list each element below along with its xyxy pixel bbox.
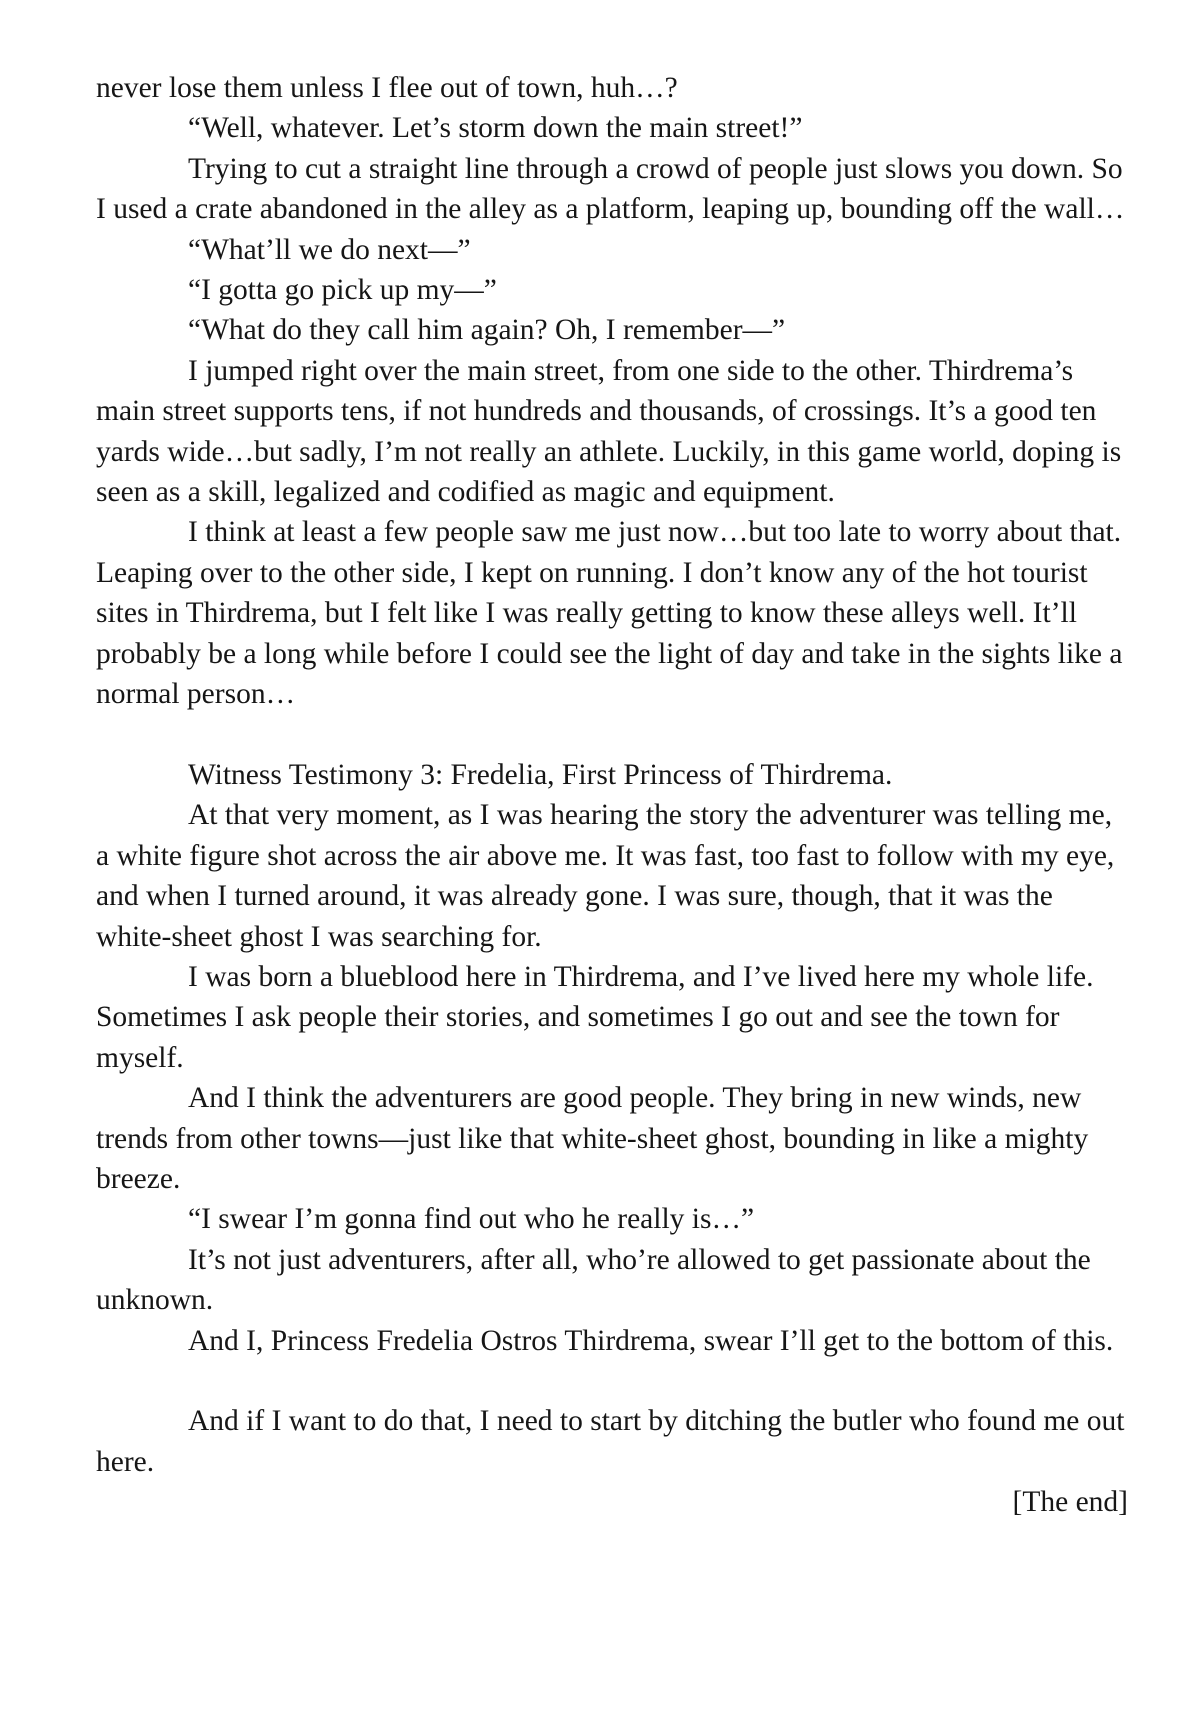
section-heading: Witness Testimony 3: Fredelia, First Princess of Thirdrema. [188,758,893,791]
the-end-label: [The end] [1012,1486,1128,1519]
paragraph-dialogue: “What’ll we do next—” [188,233,471,266]
paragraph: I think at least a few people saw me just now…but too late to worry about that. Leaping over to the other side, I kept on running. I don’t know any of the hot tourist sites in Thirdrema, but I felt like I was really getting to know these alleys well. It’ll probably be a long while before I could see the light of day and take in the sights like a normal person… [96,516,1123,711]
paragraph: It’s not just adventurers, after all, who’re allowed to get passionate about the unknown. [96,1243,1091,1317]
paragraph: And I, Princess Fredelia Ostros Thirdrema, swear I’ll get to the bottom of this. [188,1324,1114,1357]
book-page [96,68,1128,1523]
paragraph: At that very moment, as I was hearing the story the adventurer was telling me, a white figure shot across the air above me. It was fast, too fast to follow with my eye, and when I turned around, it was already gone. I was sure, though, that it was the white-sheet ghost I was searching for. [96,799,1115,953]
paragraph-dialogue: “I gotta go pick up my—” [188,274,497,307]
paragraph: I jumped right over the main street, from one side to the other. Thirdrema’s main street supports tens, if not hundreds and thousands, of crossings. It’s a good ten yards wide…but sadly, I’m not really an athlete. Luckily, in this game world, doping is seen as a skill, legalized and codified as magic and equipment. [96,354,1122,509]
paragraph-dialogue: “What do they call him again? Oh, I remember—” [188,314,786,347]
section-break [96,1361,1128,1401]
section-break [96,715,1128,755]
paragraph: And I think the adventurers are good people. They bring in new winds, new trends from other towns—just like that white-sheet ghost, bounding in like a mighty breeze. [96,1082,1089,1195]
paragraph-dialogue: “Well, whatever. Let’s storm down the main street!” [188,112,803,145]
paragraph-dialogue: “I swear I’m gonna find out who he really is…” [188,1203,755,1236]
paragraph: Trying to cut a straight line through a crowd of people just slows you down. So I used a crate abandoned in the alley as a platform, leaping up, bounding off the wall… [96,152,1125,226]
paragraph: And if I want to do that, I need to start by ditching the butler who found me out here. [96,1405,1125,1478]
paragraph-continuation: never lose them unless I flee out of town, huh…? [96,72,678,104]
paragraph: I was born a blueblood here in Thirdrema, and I’ve lived here my whole life. Sometimes I ask people their stories, and sometimes I go out and see the town for myself. [96,960,1094,1074]
